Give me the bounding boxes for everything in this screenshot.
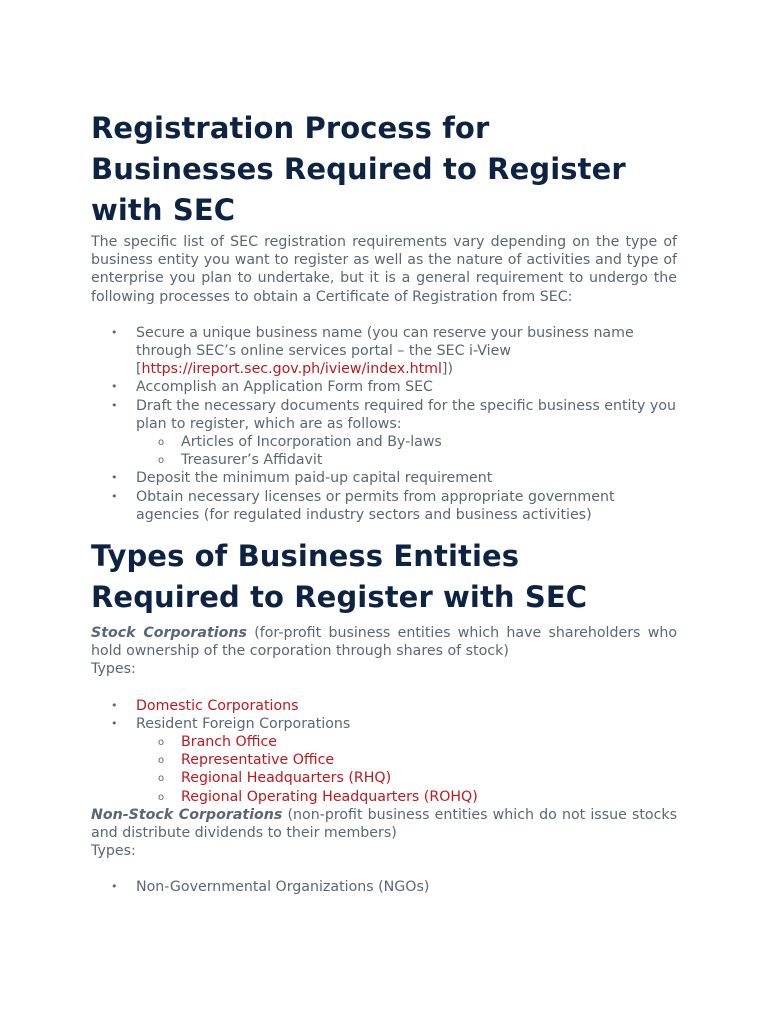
section-title-registration-process: Registration Process for Businesses Required to Register with SEC: [91, 111, 626, 227]
list-item: • Accomplish an Application Form from SEC: [91, 378, 677, 396]
intro-paragraph: The specific list of SEC registration requirements vary depending on the type of business entity you want to register as well as the nature of activities and type of enterprise you plan to undertake, but it is a general requirement to undergo the following processes to obtain a Certificate of Registration from SEC:: [91, 234, 677, 305]
list-item: • Non-Governmental Organizations (NGOs): [91, 878, 677, 896]
non-stock-types-list: [91, 878, 677, 896]
sec-iview-link[interactable]: https://ireport.sec.gov.ph/iview/index.html: [141, 361, 442, 378]
domestic-corporations-link[interactable]: Domestic Corporations: [136, 697, 299, 714]
list-item: [91, 397, 677, 470]
list-item-text: ]): [441, 361, 453, 378]
spacer: [91, 860, 677, 878]
list-item: [91, 697, 677, 715]
list-item: • Deposit the minimum paid-up capital requirement: [91, 469, 677, 487]
sub-list-item: [136, 788, 677, 806]
sub-list-item: o Articles of Incorporation and By-laws: [136, 433, 677, 451]
registration-steps-list: [91, 324, 677, 524]
list-item-text: Resident Foreign Corporations: [136, 715, 351, 732]
foreign-corporation-types-list: [136, 733, 677, 806]
list-item: [91, 715, 677, 806]
sub-list-item: [136, 733, 677, 751]
types-label: Types:: [91, 661, 136, 678]
types-label: Types:: [91, 843, 136, 860]
list-item-text: Draft the necessary documents required for the specific business entity you plan to register, which are as follows:: [136, 397, 676, 432]
spacer: [91, 679, 677, 697]
rohq-link[interactable]: Regional Operating Headquarters (ROHQ): [181, 788, 478, 805]
non-stock-corporations-desc: (non-profit business entities which do not issue stocks and distribute dividends to their members): [91, 806, 677, 842]
list-item-text: Secure a unique business name (you can reserve your business name through SEC’s online services portal – the SEC i-View [: [136, 324, 634, 378]
stock-corporations-term: Stock Corporations: [91, 625, 247, 642]
sub-list-item: [136, 769, 677, 787]
stock-corporations-paragraph: [91, 624, 677, 660]
non-stock-corporations-paragraph: [91, 806, 677, 842]
sub-list-item: o Treasurer’s Affidavit: [136, 451, 677, 469]
stock-types-list: [91, 697, 677, 806]
representative-office-link[interactable]: Representative Office: [181, 752, 335, 769]
required-documents-list: [136, 433, 677, 469]
non-stock-corporations-term: Non-Stock Corporations: [91, 806, 283, 823]
list-item: • Obtain necessary licenses or permits from appropriate government agencies (for regulated industry sectors and business activities): [91, 488, 677, 524]
stock-corporations-desc: (for-profit business entities which have shareholders who hold ownership of the corporation through shares of stock): [91, 625, 677, 660]
sub-list-item: [136, 751, 677, 769]
list-item: [91, 324, 677, 379]
rhq-link[interactable]: Regional Headquarters (RHQ): [181, 770, 392, 787]
document-page: [91, 108, 677, 897]
branch-office-link[interactable]: Branch Office: [181, 734, 277, 751]
section-title-business-entities: Types of Business Entities Required to Register with SEC: [91, 539, 588, 615]
